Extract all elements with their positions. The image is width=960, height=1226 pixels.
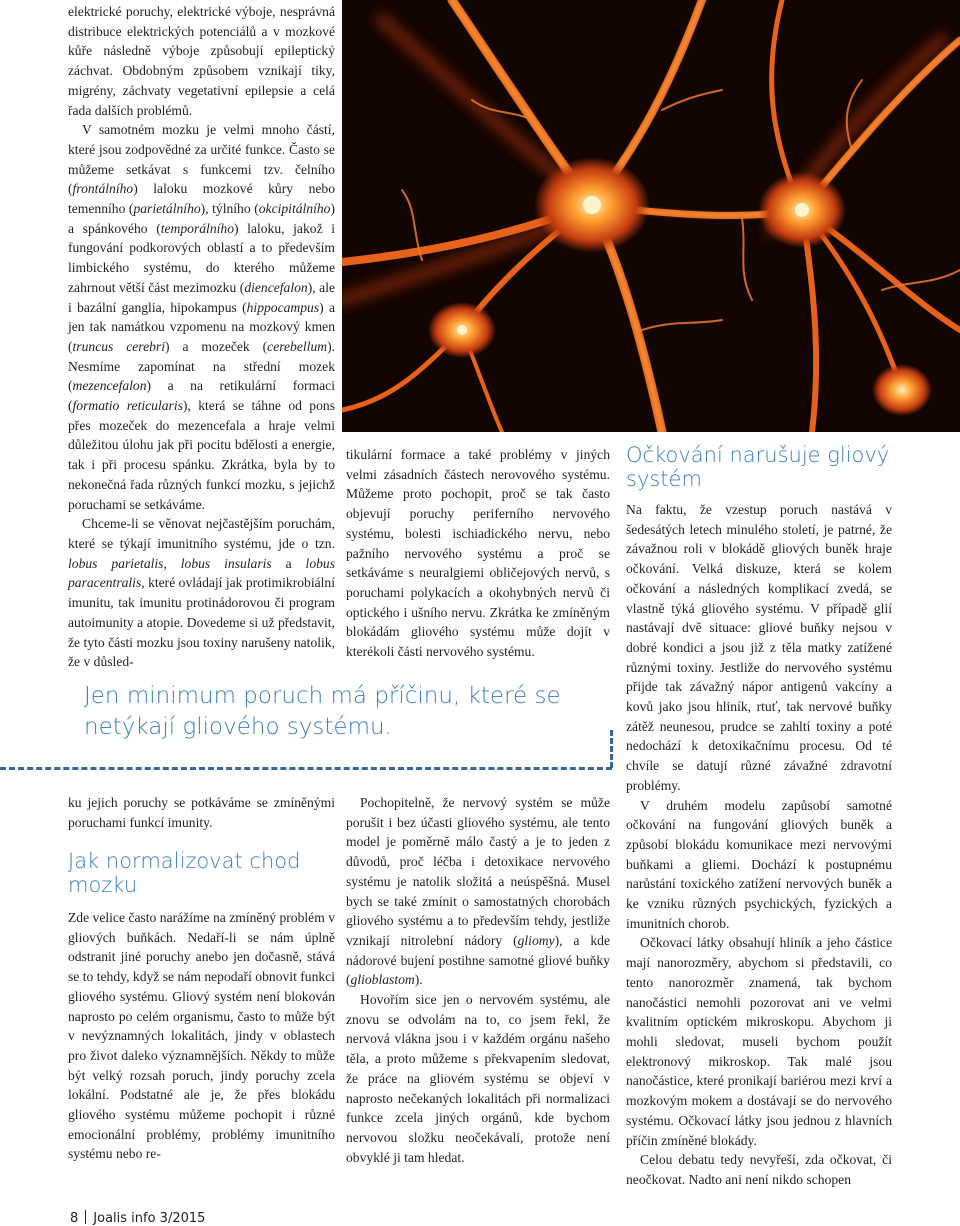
column-2-bottom [346,793,610,1167]
italic-term: parietálního [133,201,201,217]
italic-term: lobus parietalis [68,555,164,571]
col3-paragraph-4: Celou debatu tedy nevyřeší, zda očkovat, či neočkovat. Nadto ani není nikdo schopen [626,1152,892,1187]
column-1-bottom [68,793,335,832]
col1-paragraph-3: Chceme-li se věnovat nejčastějším poruchám, které se týkají imunitního systému, jde o tzn. lobus parietalis, lobus insularis a lobus paracentralis, které ovládají jak protimikrobiální imunitu, tak imunitu protinádorovou či program autoimunity a atopie. Dovedeme si už představit, že tyto části mozku jsou toxiny narušeny natolik, že v důsled- [68,516,336,670]
italic-term: okcipitálního [258,201,331,217]
italic-term: diencefalon [244,279,308,295]
col1-paragraph-1: elektrické poruchy, elektrické výboje, nesprávná distribuce elektrických potenciálů a v mozkové kůře následně výboje způsobují epileptický záchvat. Obdobným způsobem vznikají tiky, migrény, záchvaty vegetativní epilepsie a celá řada dalších problémů. [68,4,335,118]
italic-term: glioblastom [350,972,415,988]
section-heading-vaccination: Očkování narušuje gliový systém [626,443,890,491]
col3-paragraph-2: V druhém modelu zapůsobí samotné očkování na fungování gliových buněk a způsobí blokádu komunikace mezi nervovými buňkami a gliemi. Dochází k postupnému narůstání toxického zatížení nervových buněk a ke vzniku různých psychických, fyzických a imunitních chorob. [626,797,892,931]
pull-quote: Jen minimum poruch má příčinu, které se netýkají gliového systému. [84,683,561,740]
column-1-top [68,2,335,672]
col1-bottom-paragraph-1: ku jejich poruchy se potkáváme se zmíněnými poruchami funkcí imunity. [68,795,335,830]
italic-term: cerebellum [267,338,328,354]
column-3 [626,500,892,1190]
col3-paragraph-3: Očkovací látky obsahují hliník a jeho částice mají nanorozměry, abychom si představili, co tento nanorozměr znamená, tak bychom nanočástici nemohli pozorovat ani ve velmi kvalitním optickém mikroskopu. Abychom ji mohli sledovat, museli bychom použít elektronový mikroskop. Tak malé jsou nanočástice, které pronikají bariérou mezi krví a mozkovým mokem a dostávají se do nervového systému. Očkovací látky jsou jednou z hlavních příčin zmíněné blokády. [626,935,892,1148]
italic-term: frontálního [72,181,134,197]
italic-term: lobus insularis [180,555,272,571]
section-heading-normalize: Jak normalizovat chod mozku [68,849,301,897]
neurons-illustration-svg [342,0,960,432]
col1-bottom-paragraph-2: Zde velice často narážíme na zmíněný problém v gliových buňkách. Nedaří-li se nám úplně odstranit jiné poruchy anebo jen dočasně, stává se to tehdy, když se nám nepodaří obnovit funkci gliového systému. Gliový systém není blokován naprosto po celém organismu, často to může být v nevýznamných lokalitách, jindy v oblastech pro život daleko významnějších. Někdy to může být velký rozsah poruch, jindy poruchy zcela lokální. Podstatné ale je, že přes blokádu gliového systému můžeme pochopit i různé emocionální problémy, problémy imunitního systému nebo re- [68,910,335,1162]
italic-term: lobus paracentralis [68,555,336,591]
column-2-top [346,445,610,662]
italic-term: gliomy [517,932,555,948]
page-number: 8 [70,1211,79,1226]
col2-top-paragraph-1: tikulární formace a také problémy v jiných velmi zásadních částech nerovového systému. Můžeme proto pochopit, proč se tak často objevují poruchy periferního nervového systému, bolesti ischiadického nervu, nebo pažního nervového systému a proč se setkáváme s neuralgiemi obličejových nervů, s poruchami polykacích a okohybných nervů či optického i ušního nervu. Zkrátka ke zmíněným blokádám gliového systému může dojít v kterékoli části nervového systému. [346,447,610,660]
page-footer [70,1210,205,1226]
italic-term: formatio reticularis [72,398,183,414]
footer-separator [85,1210,86,1224]
pull-quote-border-right [610,730,613,768]
italic-term: mezencefalon [72,378,147,394]
neurons-illustration [342,0,960,432]
italic-term: temporálního [160,220,235,236]
col1-paragraph-2: V samotném mozku je velmi mnoho částí, které jsou zodpovědné za určité funkce. Často se můžeme setkávat s funkcemi tzv. čelního (frontálního) laloku mozkové kůry nebo temenního (parietálního), týlního (okcipitálního) a spánkového (temporálního) laloku, jakož i fungování podkorových oblastí a to především limbického systému, do kterého můžeme zahrnout větší část mezimozku (diencefalon), ale i bazální ganglia, hipokampus (hippocampus) a jen tak namátkou vzpomenu na mozkový kmen (truncus cerebri) a mozeček (cerebellum). Nesmíme zapomínat na střední mozek (mezencefalon) a na retikulární formaci (formatio reticularis), která se táhne od pons přes mozeček do mezencefala a hraje velmi důležitou úlohu jak při pocitu bdělosti a energie, tak i při procesu spánku. Zkrátka, byla by to nekonečná řada různých funkcí mozku, s jejichž poruchami se setkáváme. [68,122,336,512]
column-1-bottom-body [68,908,335,1164]
publication-name: Joalis info 3/2015 [93,1211,206,1226]
pull-quote-border-bottom [0,767,612,770]
col3-paragraph-1: Na faktu, že vzestup poruch nastává v šedesátých letech minulého století, je patrné, že závažnou roli v blokádě gliových buněk hraje očkování. Velká diskuze, která se kolem očkování a následných komplikací zvedá, se vlastně týká gliového systému. V případě glií nastávají dvě situace: gliové buňky nejsou v dobré kondici a jsou již z těla matky zatížené různými toxiny. Jestliže do nervového systému přijde tak závažný nápor antigenů vakcíny a kovů jako jsou hliník, rtuť, tak nervové buňky zátěž neunesou, prudce se zahltí toxiny a poté nedochází k detoxikačnímu procesu. Od té chvíle se datují různé závažné zdravotní problémy. [626,502,892,793]
col2-bottom-paragraph-1: Pochopitelně, že nervový systém se může porušit i bez účasti gliového systému, ale tento model je poměrně málo častý a je to jeden z důvodů, proč léčba i detoxikace nervového systému je natolik složitá a neúspěšná. Musel bych se také zmínit o samostatných chorobách gliového systému a to především tehdy, jestliže vznikají nitrolební nádory (gliomy), a kde nádorové bujení postihne samotné gliové buňky (glioblastom). [346,795,610,988]
italic-term: truncus cerebri [72,338,165,354]
col2-bottom-paragraph-2: Hovořím sice jen o nervovém systému, ale znovu se odvolám na to, co jsem řekl, že nervová vlákna jsou i v každém orgánu našeho těla, a proto můžeme s překvapením sledovat, že práce na gliovém systému se objeví v naprosto nečekaných lokalitách při normalizaci funkce zcela jiných orgánů, kde bychom nervovou složku neočekávali, protože není obvyklé ji tam hledat. [346,992,610,1165]
italic-term: hippocampus [246,299,320,315]
